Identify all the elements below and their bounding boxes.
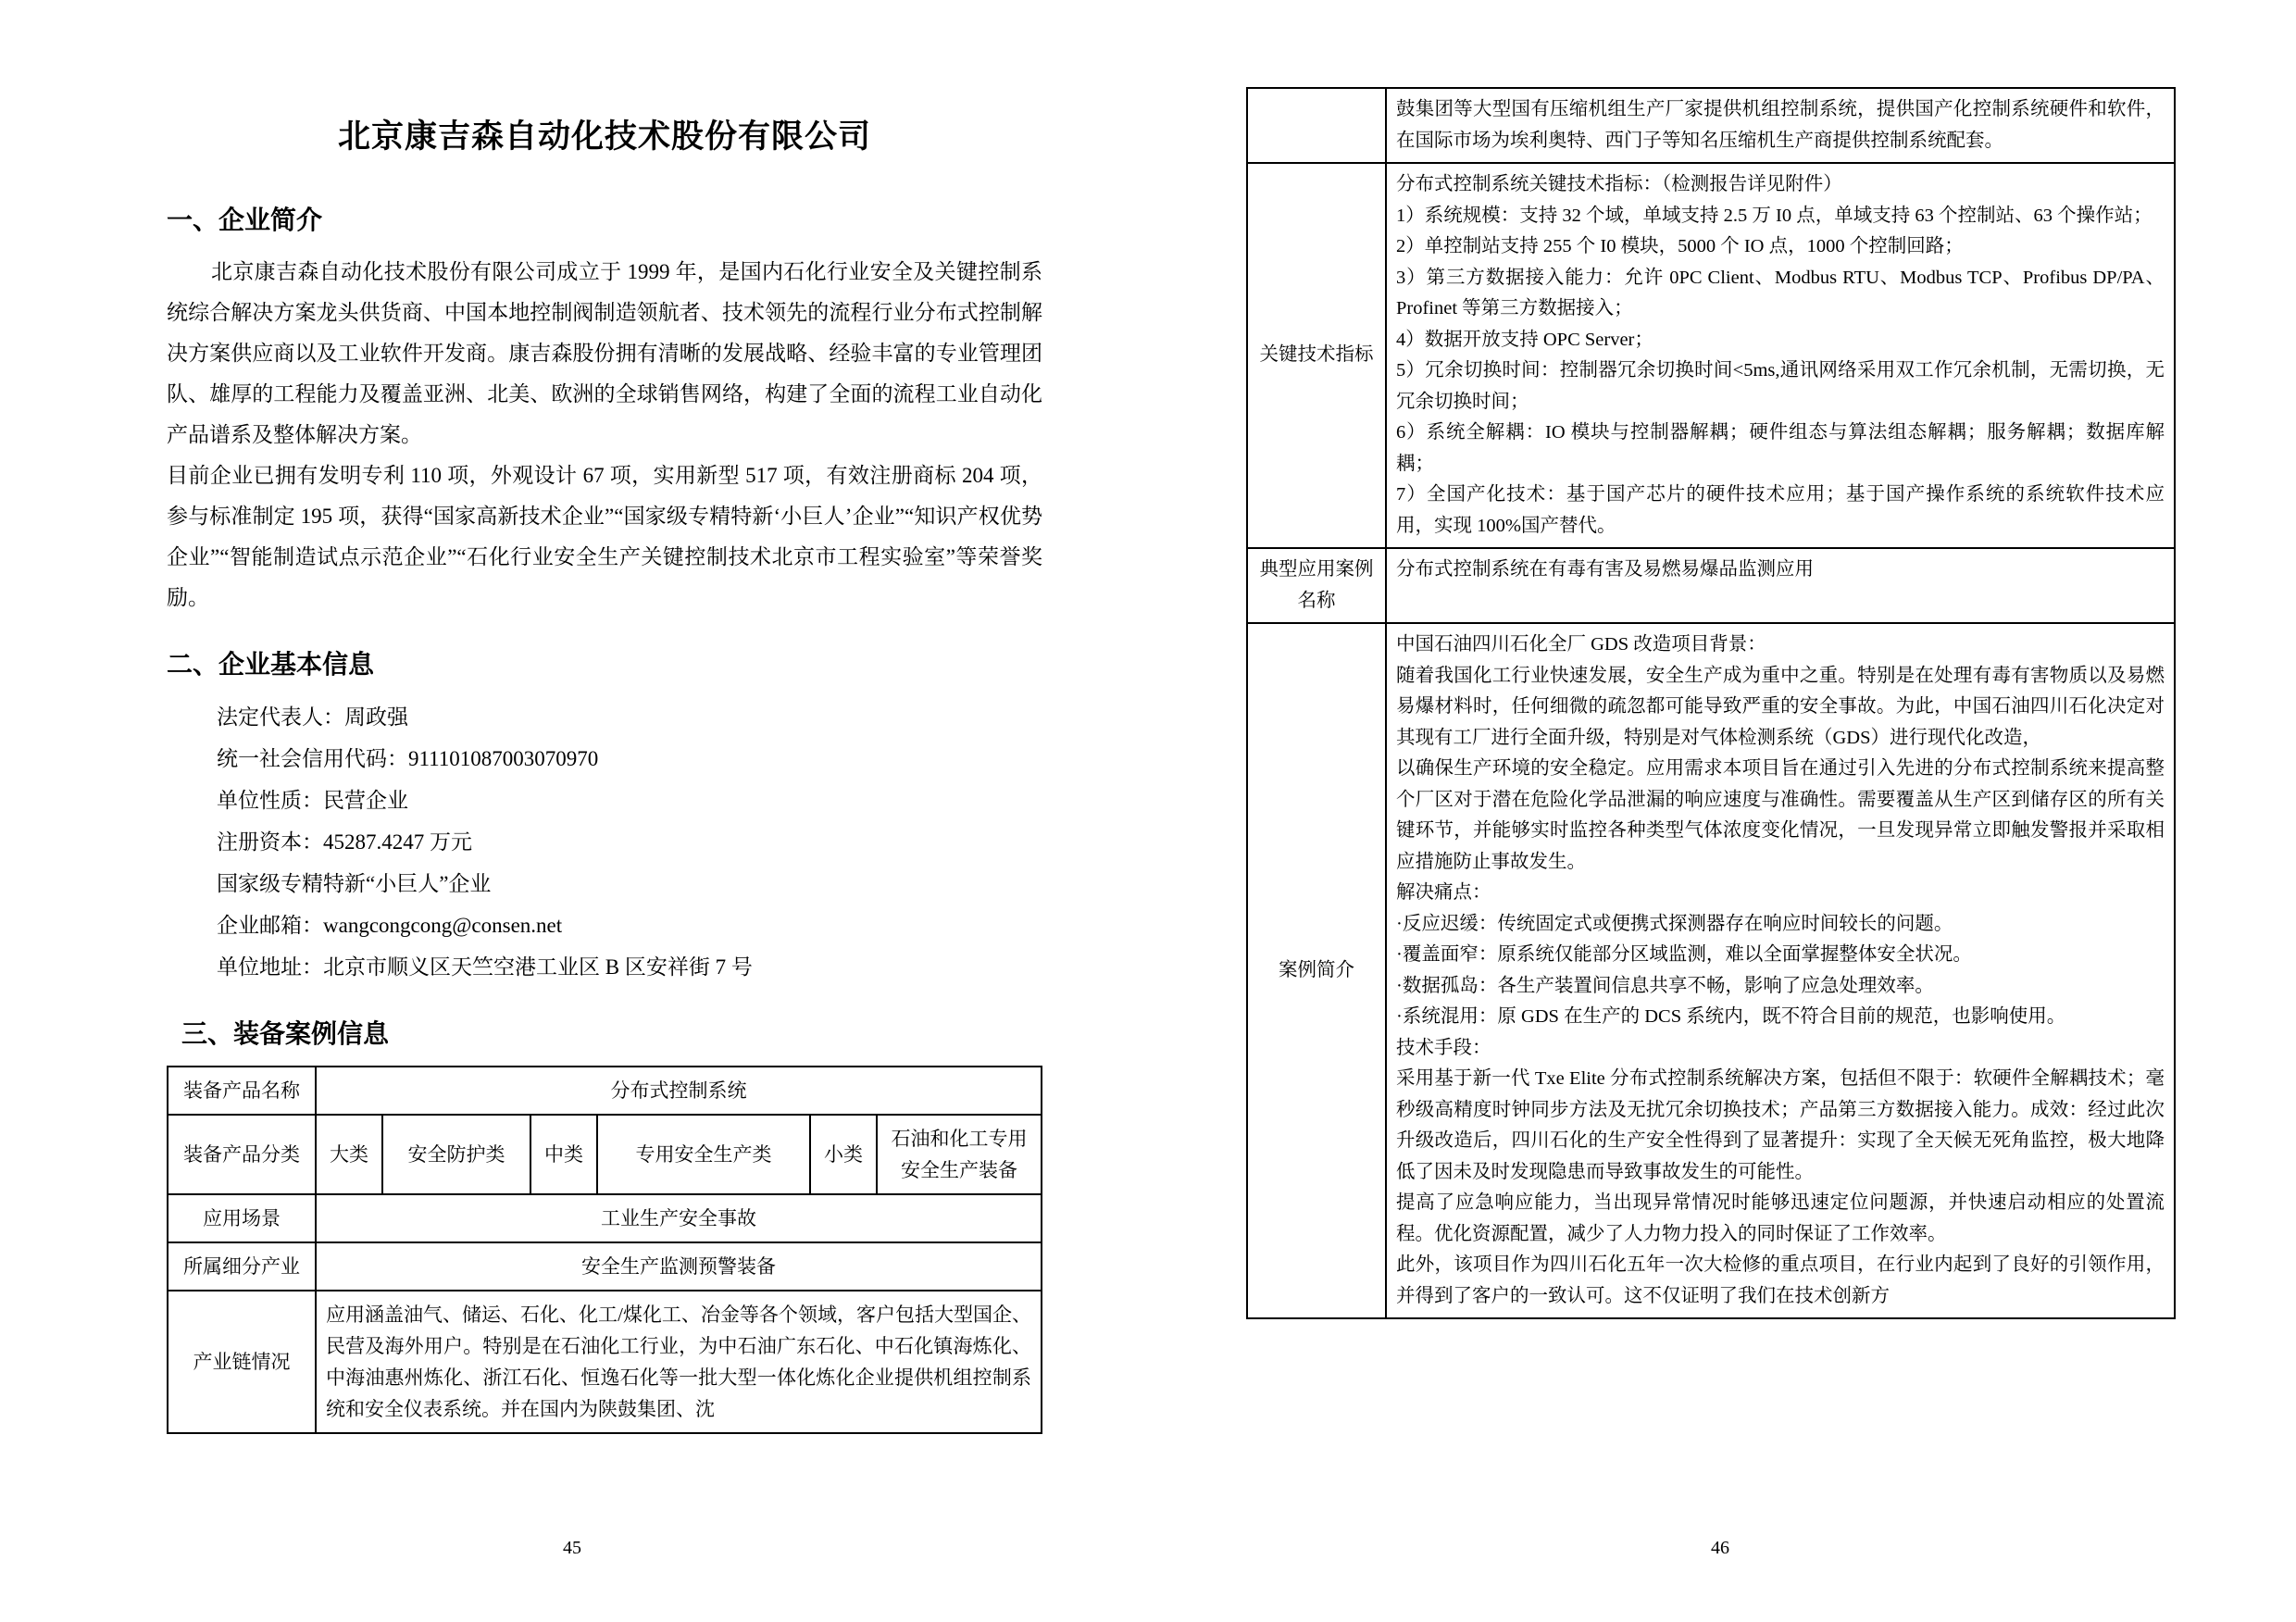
cell-label-product-name: 装备产品名称 <box>168 1067 316 1115</box>
cell-label-case-intro: 案例简介 <box>1247 623 1386 1318</box>
cell-value-continued: 鼓集团等大型国有压缩机组生产厂家提供机组控制系统，提供国产化控制系统硬件和软件，在国际市场为埃利奥特、西门子等知名压缩机生产商提供控制系统配套。 <box>1386 88 2175 163</box>
section-heading-equipment-case: 三、装备案例信息 <box>181 1019 390 1048</box>
cell-label-continued <box>1247 88 1386 163</box>
cell-value-industry-chain: 应用涵盖油气、储运、石化、化工/煤化工、冶金等各个领域，客户包括大型国企、民营及海外用户。特别是在石油化工行业，为中石油广东石化、中石化镇海炼化、中海油惠州炼化、浙江石化、恒逸石化等一批大型一体化炼化企业提供机组控制系统和安全仪表系统。并在国内为陕鼓集团、沈 <box>316 1291 1042 1433</box>
cell-category-minor-label: 小类 <box>810 1115 877 1194</box>
cell-category-major-value: 安全防护类 <box>382 1115 530 1194</box>
case-line: 采用基于新一代 Txe Elite 分布式控制系统解决方案，包括但不限于：软硬件全解耦技术；毫秒级高精度时钟同步方法及无扰冗余切换技术；产品第三方数据接入能力。成效：经过此次升级改造后，四川石化的生产安全性得到了显著提升：实现了全天候无死角监控，极大地降低了因未及时发现隐患而导致事故发生的可能性。 <box>1396 1068 2165 1182</box>
cell-value-case-intro <box>1386 623 2175 1318</box>
cell-label-case-name: 典型应用案例名称 <box>1247 548 1386 623</box>
list-item: 统一社会信用代码：911101087003070970 <box>217 747 599 770</box>
case-line: 提高了应急响应能力，当出现异常情况时能够迅速定位问题源，并快速启动相应的处置流程。优化资源配置，减少了人力物力投入的同时保证了工作效率。 <box>1396 1192 2165 1244</box>
case-line: 此外，该项目作为四川石化五年一次大检修的重点项目，在行业内起到了良好的引领作用，并得到了客户的一致认可。这不仅证明了我们在技术创新方 <box>1396 1254 2165 1306</box>
case-line: ·系统混用：原 GDS 在生产的 DCS 系统内，既不符合目前的规范，也影响使用。 <box>1396 1006 2066 1027</box>
cell-category-major-label: 大类 <box>316 1115 382 1194</box>
cell-value-scenario: 工业生产安全事故 <box>316 1194 1042 1242</box>
table-row <box>1247 548 2175 623</box>
cell-value-product-name: 分布式控制系统 <box>316 1067 1042 1115</box>
page-right <box>1144 0 2296 1622</box>
basic-info-list <box>217 696 1042 988</box>
cell-label-industry-chain: 产业链情况 <box>168 1291 316 1433</box>
cell-label-key-specs: 关键技术指标 <box>1247 163 1386 548</box>
cell-category-minor-value: 石油和化工专用安全生产装备 <box>877 1115 1042 1194</box>
spec-line: 1）系统规模：支持 32 个域，单域支持 2.5 万 I0 点，单域支持 63 个控制站、63 个操作站； <box>1396 205 2152 226</box>
section-heading-basic-info: 二、企业基本信息 <box>167 650 375 679</box>
page-title: 北京康吉森自动化技术股份有限公司 <box>337 119 871 155</box>
page-number-right: 46 <box>1711 1538 1729 1558</box>
cell-value-key-specs <box>1386 163 2175 548</box>
spec-line: 4）数据开放支持 OPC Server； <box>1396 329 1653 350</box>
spec-line: 分布式控制系统关键技术指标：（检测报告详见附件） <box>1396 174 1842 194</box>
list-item: 企业邮箱：wangcongcong@consen.net <box>217 914 563 937</box>
spec-line: 6）系统全解耦：IO 模块与控制器解耦；硬件组态与算法组态解耦；服务解耦；数据库解耦； <box>1396 422 2165 474</box>
cell-category-mid-label: 中类 <box>530 1115 597 1194</box>
case-line: 解决痛点： <box>1396 882 1491 903</box>
table-row <box>1247 88 2175 163</box>
table-row <box>168 1067 1042 1115</box>
company-profile-paragraph-2: 目前企业已拥有发明专利 110 项，外观设计 67 项，实用新型 517 项，有效注册商标 204 项，参与标准制定 195 项，获得“国家高新技术企业”“国家级专精特新‘小巨人’企业”“知识产权优势企业”“智能制造试点示范企业”“石化行业安全生产关键控制技术北京市工程实验室”等荣誉奖励。 <box>167 464 1042 609</box>
spec-line: 3）第三方数据接入能力：允许 0PC Client、Modbus RTU、Modbus TCP、Profibus DP/PA、Profinet 等第三方数据接入； <box>1396 267 2165 318</box>
spec-line: 5）冗余切换时间：控制器冗余切换时间<5ms,通讯网络采用双工作冗余机制，无需切换，无冗余切换时间； <box>1396 360 2165 412</box>
cell-label-subindustry: 所属细分产业 <box>168 1242 316 1291</box>
case-line: ·覆盖面窄：原系统仅能部分区域监测，难以全面掌握整体安全状况。 <box>1396 944 1972 965</box>
page-number-left: 45 <box>563 1538 581 1558</box>
cell-value-case-name: 分布式控制系统在有毒有害及易燃易爆品监测应用 <box>1386 548 2175 623</box>
table-row <box>1247 623 2175 1318</box>
list-item: 单位性质：民营企业 <box>217 789 408 812</box>
cell-value-subindustry: 安全生产监测预警装备 <box>316 1242 1042 1291</box>
cell-label-product-category: 装备产品分类 <box>168 1115 316 1194</box>
table-row <box>168 1115 1042 1194</box>
table-row <box>168 1194 1042 1242</box>
list-item: 单位地址：北京市顺义区天竺空港工业区 B 区安祥街 7 号 <box>217 955 753 979</box>
page-left <box>0 0 1144 1622</box>
spec-line: 2）单控制站支持 255 个 I0 模块，5000 个 IO 点，1000 个控制回路； <box>1396 236 1964 256</box>
company-profile-paragraph-1: 北京康吉森自动化技术股份有限公司成立于 1999 年，是国内石化行业安全及关键控制系统综合解决方案龙头供货商、中国本地控制阀制造领航者、技术领先的流程行业分布式控制解决方案供应商以及工业软件开发商。康吉森股份拥有清晰的发展战略、经验丰富的专业管理团队、雄厚的工程能力及覆盖亚洲、北美、欧洲的全球销售网络，构建了全面的流程工业自动化产品谱系及整体解决方案。 <box>167 260 1042 446</box>
table-row <box>168 1291 1042 1433</box>
list-item: 法定代表人：周政强 <box>217 705 408 729</box>
case-line: ·数据孤岛：各生产装置间信息共享不畅，影响了应急处理效率。 <box>1396 975 1934 996</box>
case-line: 随着我国化工行业快速发展，安全生产成为重中之重。特别是在处理有毒有害物质以及易燃易爆材料时，任何细微的疏忽都可能导致严重的安全事故。为此，中国石油四川石化决定对其现有工厂进行全面升级，特别是对气体检测系统（GDS）进行现代化改造， <box>1396 665 2165 748</box>
section-heading-company-profile: 一、企业简介 <box>167 206 323 234</box>
table-row <box>1247 163 2175 548</box>
cell-label-scenario: 应用场景 <box>168 1194 316 1242</box>
equipment-case-table <box>167 1066 1042 1434</box>
spec-line: 7）全国产化技术：基于国产芯片的硬件技术应用；基于国产操作系统的系统软件技术应用，实现 100%国产替代。 <box>1396 484 2165 536</box>
list-item: 注册资本：45287.4247 万元 <box>217 830 472 854</box>
table-row <box>168 1242 1042 1291</box>
case-detail-table <box>1246 87 2176 1319</box>
case-line: ·反应迟缓：传统固定式或便携式探测器存在响应时间较长的问题。 <box>1396 913 1953 934</box>
case-line: 中国石油四川石化全厂 GDS 改造项目背景： <box>1396 634 1766 655</box>
case-line: 以确保生产环境的安全稳定。应用需求本项目旨在通过引入先进的分布式控制系统来提高整个厂区对于潜在危险化学品泄漏的响应速度与准确性。需要覆盖从生产区到储存区的所有关键环节，并能够实时监控各种类型气体浓度变化情况，一旦发现异常立即触发警报并采取相应措施防止事故发生。 <box>1396 758 2165 872</box>
cell-category-mid-value: 专用安全生产类 <box>597 1115 810 1194</box>
case-line: 技术手段： <box>1396 1037 1491 1058</box>
list-item: 国家级专精特新“小巨人”企业 <box>217 872 492 895</box>
